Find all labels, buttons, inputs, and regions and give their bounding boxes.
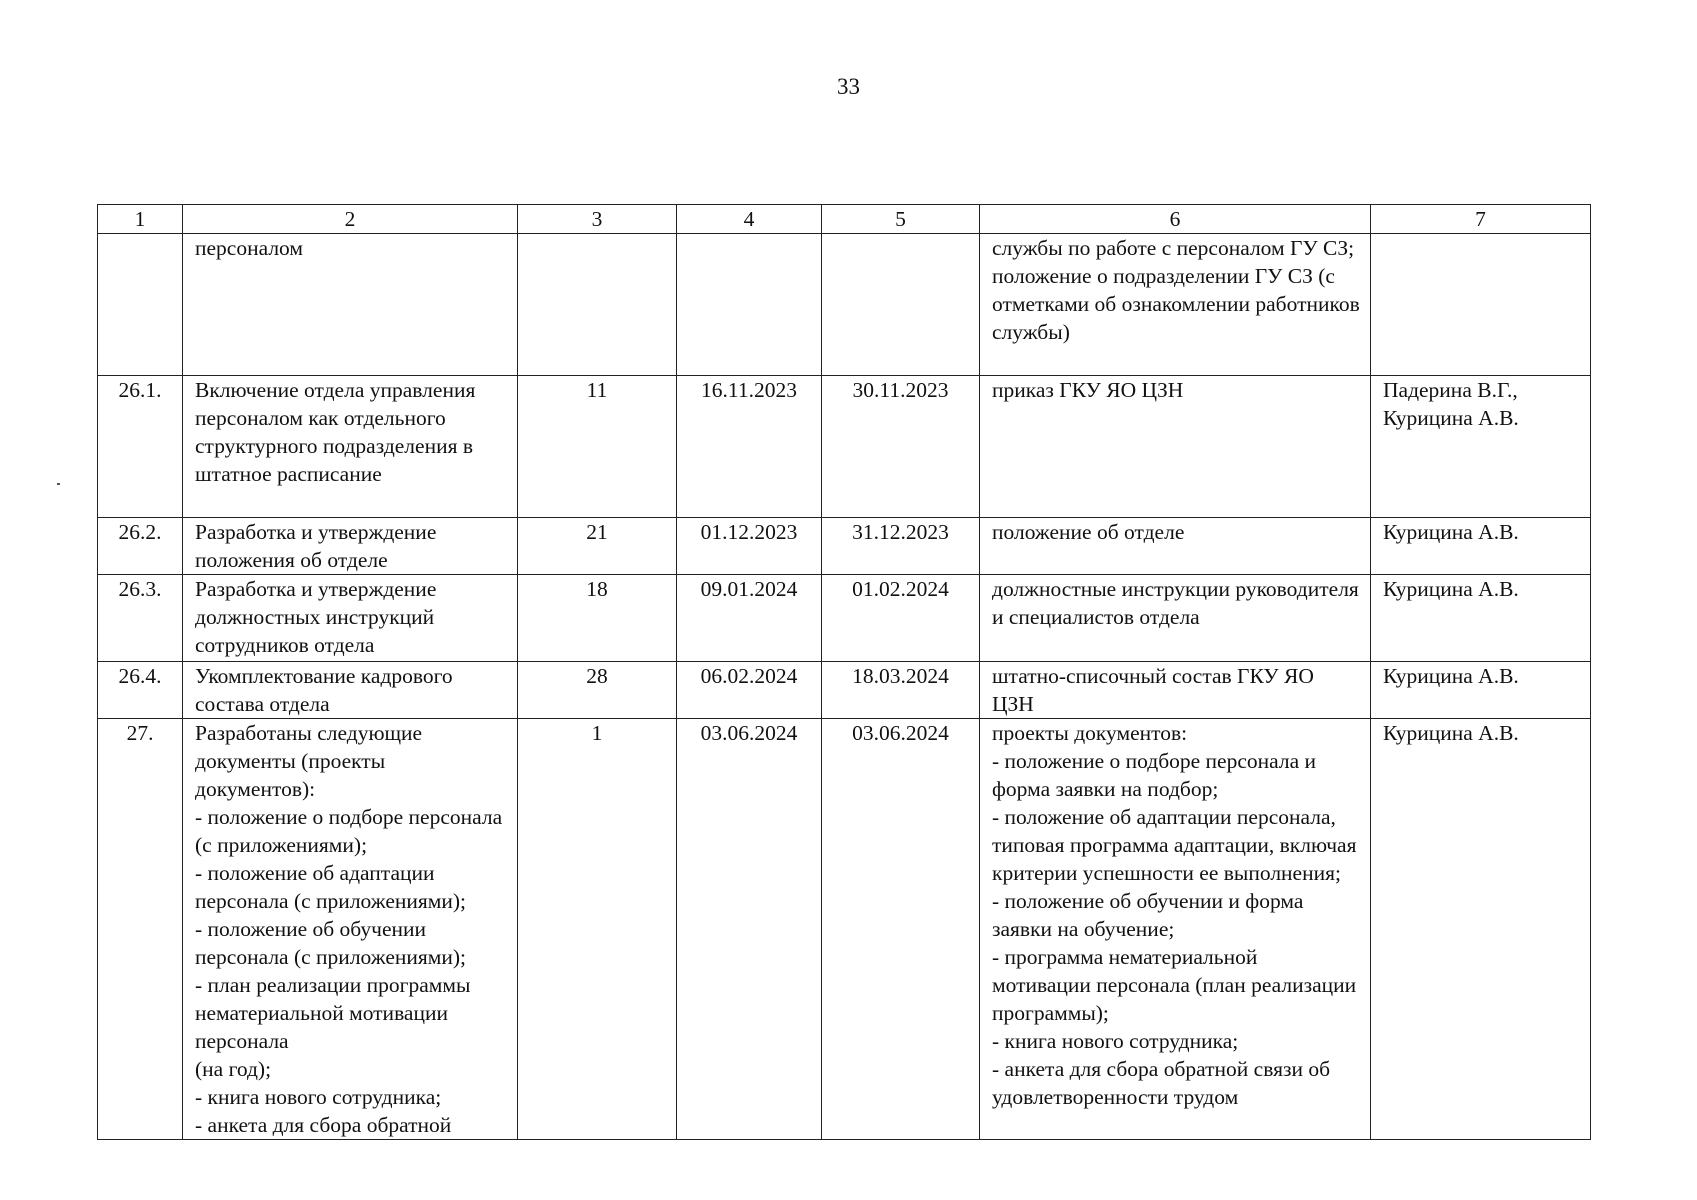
row-responsible	[1371, 234, 1591, 376]
row-result: службы по работе с персоналом ГУ СЗ; положение о подразделении ГУ СЗ (с отметками об ознакомлении работников службы)	[980, 234, 1371, 376]
row-start-date: 09.01.2024	[677, 575, 822, 662]
row-description: персоналом	[183, 234, 518, 376]
page-number: 33	[837, 74, 860, 99]
scan-speck	[57, 483, 60, 485]
row-start-date: 01.12.2023	[677, 518, 822, 575]
row-responsible: Падерина В.Г., Курицина А.В.	[1371, 376, 1591, 518]
table-row	[98, 575, 1591, 662]
row-result: штатно-списочный состав ГКУ ЯО ЦЗН	[980, 662, 1371, 719]
row-description: Разработка и утверждение должностных инструкций сотрудников отдела	[183, 575, 518, 662]
row-result: должностные инструкции руководителя и специалистов отдела	[980, 575, 1371, 662]
row-end-date: 18.03.2024	[822, 662, 980, 719]
row-end-date: 31.12.2023	[822, 518, 980, 575]
column-number-2: 2	[183, 205, 518, 234]
column-number-6: 6	[980, 205, 1371, 234]
row-number: 26.1.	[98, 376, 183, 518]
row-start-date	[677, 234, 822, 376]
plan-table	[97, 204, 1591, 1140]
row-duration: 28	[518, 662, 677, 719]
row-start-date: 16.11.2023	[677, 376, 822, 518]
row-end-date: 30.11.2023	[822, 376, 980, 518]
column-number-5: 5	[822, 205, 980, 234]
row-start-date: 06.02.2024	[677, 662, 822, 719]
table-row	[98, 518, 1591, 575]
row-description: Разработаны следующие документы (проекты документов): - положение о подборе персонала (с приложениями); - положение об адаптации персонала (с приложениями); - положение об обучении персонала (с приложениями); - план реализации программы нематериальной мотивации персонала (на год); - книга нового сотрудника; - анкета для сбора обратной	[183, 719, 518, 1140]
row-result: проекты документов: - положение о подборе персонала и форма заявки на подбор; - положение об адаптации персонала, типовая программа адаптации, включая критерии успешности ее выполнения; - положение об обучении и форма заявки на обучение; - программа нематериальной мотивации персонала (план реализации программы); - книга нового сотрудника; - анкета для сбора обратной связи об удовлетворенности трудом	[980, 719, 1371, 1140]
row-number: 26.4.	[98, 662, 183, 719]
table-row	[98, 662, 1591, 719]
row-result: положение об отделе	[980, 518, 1371, 575]
column-number-4: 4	[677, 205, 822, 234]
row-description: Включение отдела управления персоналом как отдельного структурного подразделения в штатное расписание	[183, 376, 518, 518]
table-row	[98, 376, 1591, 518]
row-responsible: Курицина А.В.	[1371, 662, 1591, 719]
column-number-3: 3	[518, 205, 677, 234]
row-duration: 11	[518, 376, 677, 518]
row-responsible: Курицина А.В.	[1371, 575, 1591, 662]
row-start-date: 03.06.2024	[677, 719, 822, 1140]
row-end-date	[822, 234, 980, 376]
table-row	[98, 234, 1591, 376]
table-row	[98, 719, 1591, 1140]
column-number-1: 1	[98, 205, 183, 234]
row-number: 26.3.	[98, 575, 183, 662]
row-duration	[518, 234, 677, 376]
row-number: 27.	[98, 719, 183, 1140]
row-end-date: 01.02.2024	[822, 575, 980, 662]
row-duration: 18	[518, 575, 677, 662]
column-number-7: 7	[1371, 205, 1591, 234]
row-description: Укомплектование кадрового состава отдела	[183, 662, 518, 719]
table-header-row	[98, 205, 1591, 234]
row-duration: 21	[518, 518, 677, 575]
row-result: приказ ГКУ ЯО ЦЗН	[980, 376, 1371, 518]
row-duration: 1	[518, 719, 677, 1140]
row-number	[98, 234, 183, 376]
row-responsible: Курицина А.В.	[1371, 719, 1591, 1140]
row-end-date: 03.06.2024	[822, 719, 980, 1140]
row-description: Разработка и утверждение положения об отделе	[183, 518, 518, 575]
row-responsible: Курицина А.В.	[1371, 518, 1591, 575]
row-number: 26.2.	[98, 518, 183, 575]
